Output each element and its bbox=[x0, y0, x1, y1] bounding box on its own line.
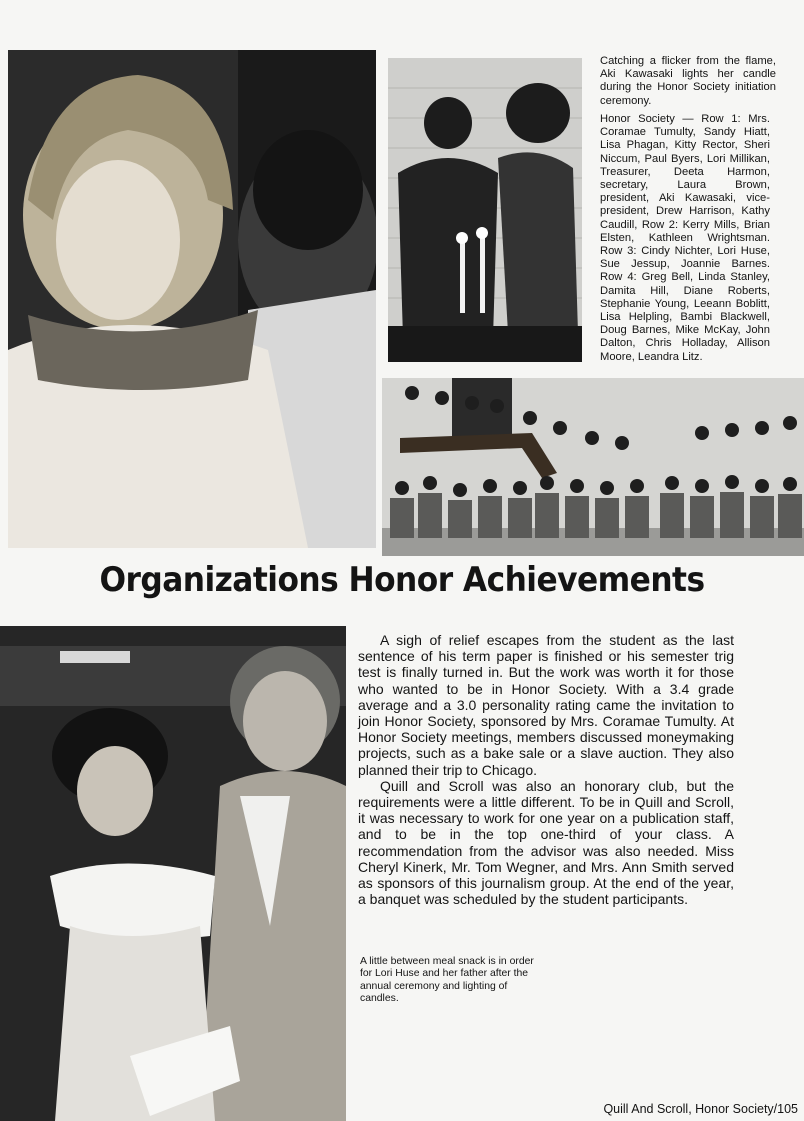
snack-father-daughter-photo bbox=[0, 626, 346, 1121]
candle-lighting-photo bbox=[388, 58, 582, 362]
article-body bbox=[358, 632, 734, 907]
candle-lighting-illustration bbox=[388, 58, 582, 362]
body-paragraph-1: A sigh of relief escapes from the student as the last sentence of his term paper is finished or his semester trig test is finally turned in. But the work was worth it for those who wanted to be in Honor Society. With a 3.4 grade average and a 3.0 personality rating came the invitation to join Honor Society, sponsored by Mrs. Coramae Tumulty. At Honor Society meetings, members discussed moneymaking projects, such as a bake sale or a slave auction. They also planned their trip to Chicago. bbox=[358, 632, 734, 778]
honor-society-group-photo bbox=[382, 378, 804, 556]
girl-portrait-photo bbox=[8, 50, 376, 548]
headline: Organizations Honor Achievements bbox=[99, 560, 705, 600]
candle-photo-caption: Catching a flicker from the flame, Aki Kawasaki lights her candle during the Honor Society initiation ceremony. bbox=[600, 55, 776, 107]
group-photo-illustration bbox=[382, 378, 804, 556]
snack-photo-caption: A little between meal snack is in order for Lori Huse and her father after the annual ceremony and lighting of candles. bbox=[360, 956, 534, 1004]
body-paragraph-2: Quill and Scroll was also an honorary club, but the requirements were a little different. To be in Quill and Scroll, it was necessary to work for one year on a publication staff, and to be in the top one-third of your class. A recommendation from the advisor was also needed. Miss Cheryl Kinerk, Mr. Tom Wegner, and Mrs. Ann Smith served as sponsors of this journalism group. At the end of the year, a banquet was scheduled by the student participants. bbox=[358, 777, 734, 908]
honor-society-roster-caption: Honor Society — Row 1: Mrs. Coramae Tumulty, Sandy Hiatt, Lisa Phagan, Kitty Rector, Sheri Niccum, Paul Byers, Lori Millikan, Treasurer, Deeta Harmon, secretary, Laura Brown, president, Aki Kawasaki, vice-president, Drew Harrison, Kathy Caudill, Row 2: Kerry Mills, Brian Elsten, Kathleen Wrightsman. Row 3: Cindy Nichter, Lori Huse, Sue Jessup, Joannie Barnes. Row 4: Greg Bell, Linda Stanley, Damita Hill, Diane Roberts, Stephanie Young, Leeann Boblitt, Lisa Helpling, Bambi Blackwell, Doug Barnes, Mike McKay, John Dalton, Chris Holladay, Allison Moore, Leandra Litz. bbox=[600, 113, 770, 363]
girl-portrait-illustration bbox=[8, 50, 376, 548]
page-folio: Quill And Scroll, Honor Society/105 bbox=[603, 1102, 798, 1116]
snack-photo-illustration bbox=[0, 626, 346, 1121]
